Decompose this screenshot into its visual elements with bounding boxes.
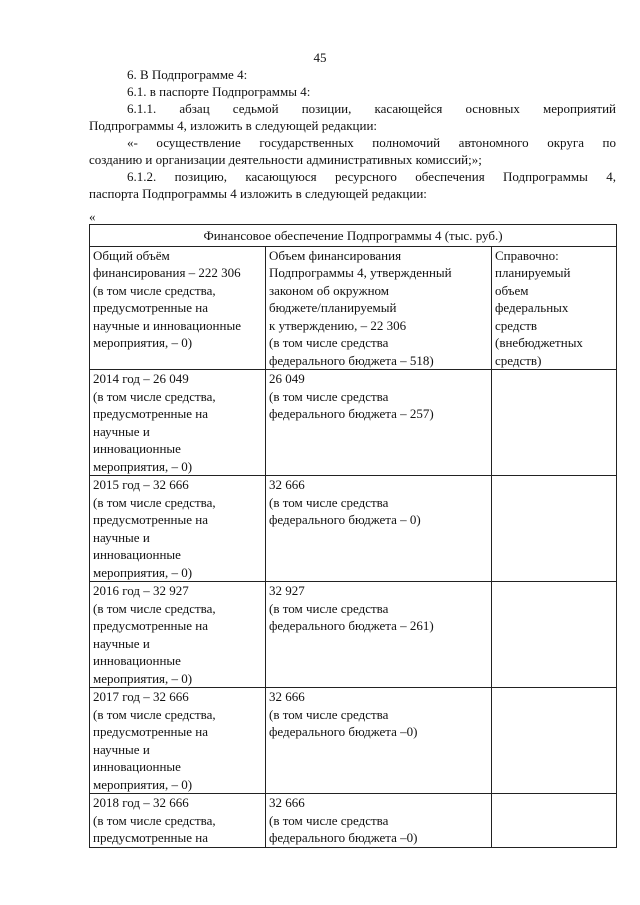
paragraph-6-1-2-line1: 6.1.2. позицию, касающуюся ресурсного обеспечения Подпрограммы 4, bbox=[127, 169, 616, 184]
table-row bbox=[90, 370, 617, 476]
cell-year-reference bbox=[492, 688, 617, 794]
quoted-text-line1: «- осуществление государственных полномочий автономного округа по bbox=[127, 135, 616, 150]
paragraph-subprogram-4: 6. В Подпрограмме 4: bbox=[127, 67, 248, 82]
paragraph-6-1-1-line2: Подпрограммы 4, изложить в следующей редакции: bbox=[89, 118, 378, 133]
paragraph-passport: 6.1. в паспорте Подпрограммы 4: bbox=[127, 84, 311, 99]
cell-year-reference bbox=[492, 794, 617, 848]
cell-year-subprogram: 32 927 (в том числе средства федерального бюджета – 261) bbox=[266, 582, 492, 688]
page-number: 45 bbox=[313, 50, 327, 65]
quote-mark: « bbox=[89, 209, 96, 224]
paragraph-6-1-2-line2: паспорта Подпрограммы 4 изложить в следующей редакции: bbox=[89, 186, 427, 201]
header-total-financing: Общий объём финансирования – 222 306 (в том числе средства, предусмотренные на научные и инновационные мероприятия, – 0) bbox=[90, 246, 266, 370]
cell-year-subprogram: 32 666 (в том числе средства федерального бюджета –0) bbox=[266, 688, 492, 794]
amendment-text bbox=[89, 66, 616, 202]
paragraph-6-1-1-line1: 6.1.1. абзац седьмой позиции, касающейся основных мероприятий bbox=[127, 101, 616, 116]
table-title-row bbox=[90, 225, 617, 247]
cell-year-total: 2015 год – 32 666 (в том числе средства, предусмотренные на научные и инновационные мероприятия, – 0) bbox=[90, 476, 266, 582]
table-row bbox=[90, 794, 617, 848]
cell-year-total: 2018 год – 32 666 (в том числе средства, предусмотренные на bbox=[90, 794, 266, 848]
table-row bbox=[90, 476, 617, 582]
cell-year-total: 2014 год – 26 049 (в том числе средства, предусмотренные на научные и инновационные мероприятия, – 0) bbox=[90, 370, 266, 476]
quoted-text-line2: созданию и организации деятельности административных комиссий;»; bbox=[89, 152, 482, 167]
cell-year-reference bbox=[492, 370, 617, 476]
header-reference-federal: Справочно: планируемый объем федеральных средств (внебюджетных средств) bbox=[492, 246, 617, 370]
cell-year-reference bbox=[492, 582, 617, 688]
table-header-row bbox=[90, 246, 617, 370]
cell-year-total: 2017 год – 32 666 (в том числе средства, предусмотренные на научные и инновационные мероприятия, – 0) bbox=[90, 688, 266, 794]
cell-year-subprogram: 32 666 (в том числе средства федерального бюджета – 0) bbox=[266, 476, 492, 582]
table-row bbox=[90, 582, 617, 688]
table-row bbox=[90, 688, 617, 794]
header-subprogram-financing: Объем финансирования Подпрограммы 4, утвержденный законом об окружном бюджете/планируемый к утверждению, – 22 306 (в том числе средства федерального бюджета – 518) bbox=[266, 246, 492, 370]
cell-year-subprogram: 32 666 (в том числе средства федерального бюджета –0) bbox=[266, 794, 492, 848]
table-title: Финансовое обеспечение Подпрограммы 4 (тыс. руб.) bbox=[90, 225, 617, 247]
cell-year-subprogram: 26 049 (в том числе средства федерального бюджета – 257) bbox=[266, 370, 492, 476]
finance-table bbox=[89, 224, 617, 848]
cell-year-total: 2016 год – 32 927 (в том числе средства, предусмотренные на научные и инновационные мероприятия, – 0) bbox=[90, 582, 266, 688]
cell-year-reference bbox=[492, 476, 617, 582]
